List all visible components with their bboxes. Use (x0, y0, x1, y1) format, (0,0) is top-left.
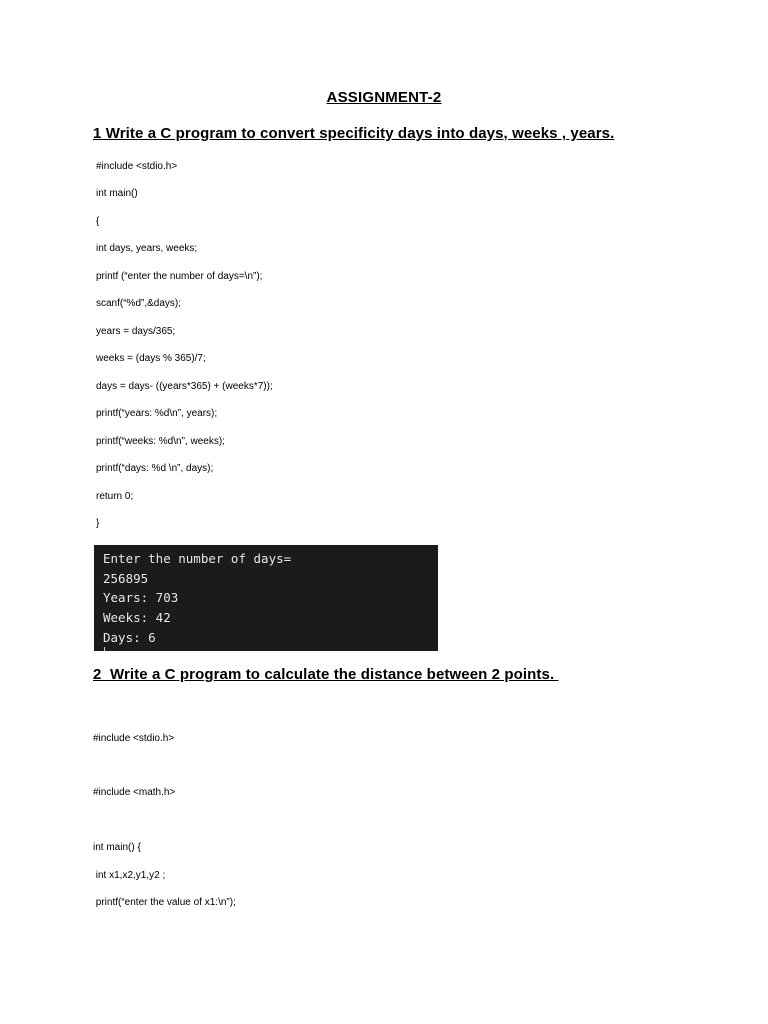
code-line: days = days- ((years*365) + (weeks*7)); (96, 381, 273, 392)
code-line: printf(“enter the value of x1:\n”); (93, 897, 236, 908)
question-2-heading: 2 Write a C program to calculate the distance between 2 points. (93, 666, 559, 683)
code-line: #include <math.h> (93, 787, 176, 798)
code-line: printf (“enter the number of days=\n”); (96, 271, 263, 282)
code-line: } (96, 518, 100, 529)
console-line: Enter the number of days= (103, 551, 292, 566)
document-title: ASSIGNMENT-2 (326, 89, 442, 106)
code-line: printf(“days: %d \n”, days); (96, 463, 214, 474)
code-line: int x1,x2,y1,y2 ; (93, 870, 166, 881)
console-output-screenshot (94, 545, 438, 651)
console-line: Days: 6 (103, 630, 156, 645)
question-1-heading: 1 Write a C program to convert specificity days into days, weeks , years. (93, 125, 615, 142)
console-line: Years: 703 (103, 590, 179, 605)
code-line: int main() { (93, 842, 141, 853)
console-cursor (104, 647, 105, 651)
code-line: { (96, 216, 100, 227)
console-line: Weeks: 42 (103, 610, 171, 625)
code-line: #include <stdio.h> (96, 161, 178, 172)
code-line: #include <stdio.h> (93, 733, 175, 744)
code-line: printf(“years: %d\n”, years); (96, 408, 218, 419)
console-line: 256895 (103, 571, 149, 586)
code-line: return 0; (96, 491, 134, 502)
code-line: weeks = (days % 365)/7; (96, 353, 206, 364)
code-line: years = days/365; (96, 326, 176, 337)
code-line: printf(“weeks: %d\n”, weeks); (96, 436, 225, 447)
code-line: int days, years, weeks; (96, 243, 198, 254)
code-line: int main() (96, 188, 138, 199)
code-line: scanf(“%d”,&days); (96, 298, 182, 309)
